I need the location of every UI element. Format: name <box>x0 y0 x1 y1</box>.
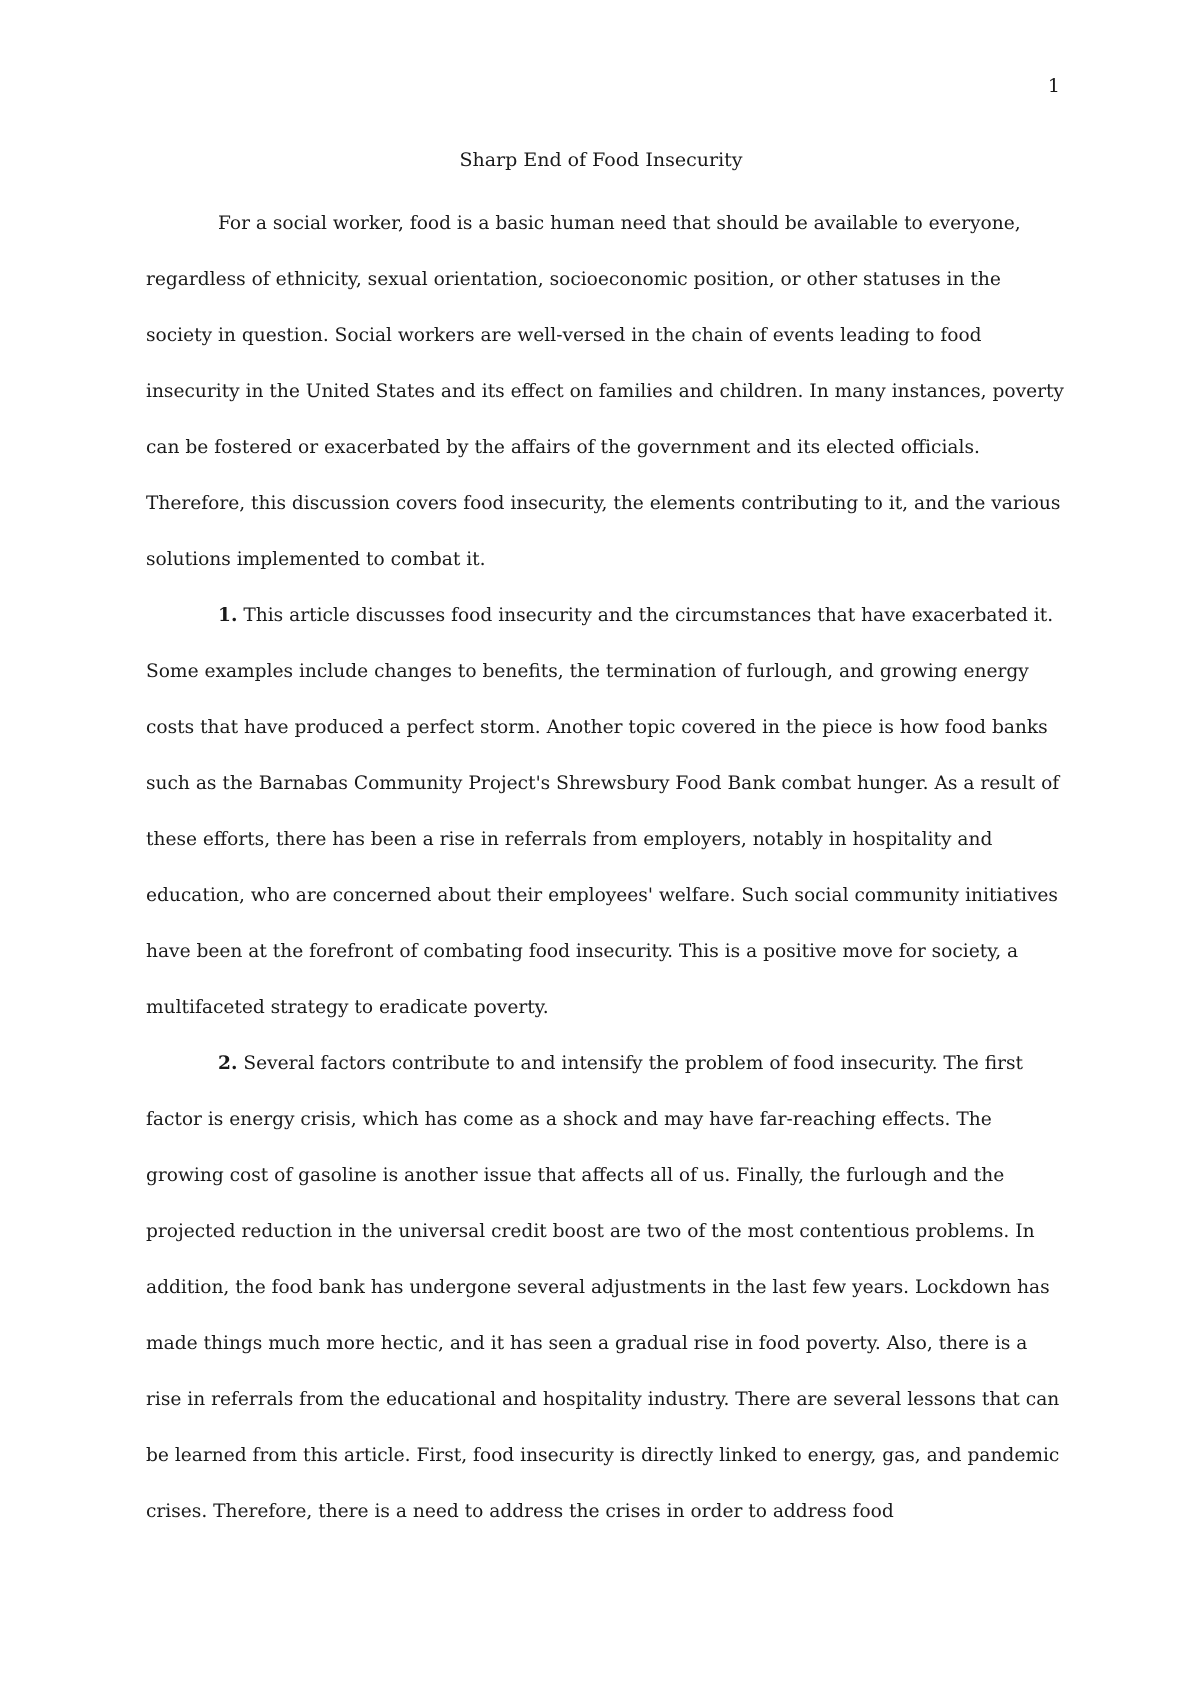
paragraph-number: 1. <box>218 605 238 626</box>
document-body <box>146 196 1068 1540</box>
document-title: Sharp End of Food Insecurity <box>459 149 743 171</box>
paragraph-text: For a social worker, food is a basic human need that should be available to everyone, regardless of ethnicity, sexual orientation, socioeconomic position, or other statuses in the society in question. Social workers are well-versed in the chain of events leading to food insecurity in the United States and its effect on families and children. In many instances, poverty can be fostered or exacerbated by the affairs of the government and its elected officials. Therefore, this discussion covers food insecurity, the elements contributing to it, and the various solutions implemented to combat it. <box>146 213 1064 570</box>
paragraph-number: 2. <box>218 1053 238 1074</box>
paragraph-text: Several factors contribute to and intensify the problem of food insecurity. The first factor is energy crisis, which has come as a shock and may have far-reaching effects. The growing cost of gasoline is another issue that affects all of us. Finally, the furlough and the projected reduction in the universal credit boost are two of the most contentious problems. In addition, the food bank has undergone several adjustments in the last few years. Lockdown has made things much more hectic, and it has seen a gradual rise in food poverty. Also, there is a rise in referrals from the educational and hospitality industry. There are several lessons that can be learned from this article. First, food insecurity is directly linked to energy, gas, and pandemic crises. Therefore, there is a need to address the crises in order to address food <box>146 1053 1060 1522</box>
paragraph-2 <box>146 1036 1068 1540</box>
page-number: 1 <box>1047 75 1060 97</box>
paragraph-text: This article discusses food insecurity and the circumstances that have exacerbated it. Some examples include changes to benefits, the termination of furlough, and growing energy costs that have produced a perfect storm. Another topic covered in the piece is how food banks such as the Barnabas Community Project's Shrewsbury Food Bank combat hunger. As a result of these efforts, there has been a rise in referrals from employers, notably in hospitality and education, who are concerned about their employees' welfare. Such social community initiatives have been at the forefront of combating food insecurity. This is a positive move for society, a multifaceted strategy to eradicate poverty. <box>146 605 1060 1018</box>
paragraph-1 <box>146 588 1068 1036</box>
paragraph-intro <box>146 196 1068 588</box>
